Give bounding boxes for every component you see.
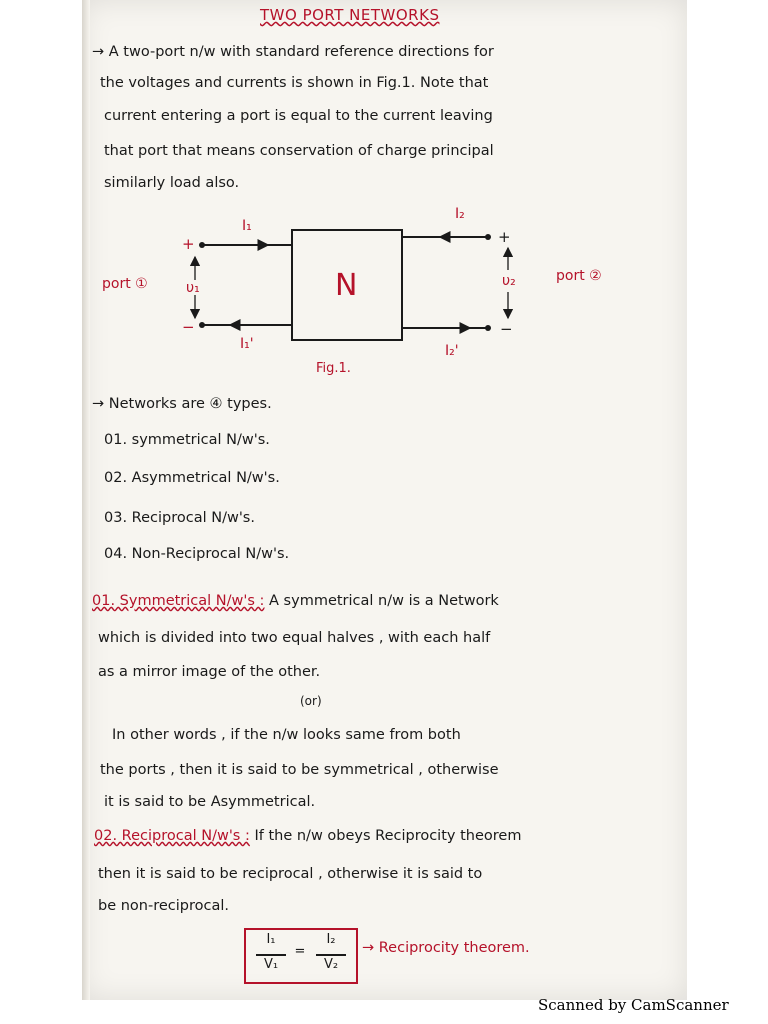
type-item-4: 04. Non-Reciprocal N/w's.: [104, 546, 290, 562]
intro-line-3: current entering a port is equal to the current leaving: [104, 108, 493, 124]
formula-den-left: V₁: [263, 957, 279, 972]
formula-note: → Reciprocity theorem.: [362, 940, 530, 956]
reciprocity-formula-box: [244, 928, 358, 984]
intro-line-5: similarly load also.: [104, 175, 240, 191]
type-item-2: 02. Asymmetrical N/w's.: [104, 470, 280, 486]
voltage-v1-label: υ₁: [186, 280, 200, 296]
voltage-v2-label: υ₂: [502, 273, 516, 289]
reciprocal-heading: 02. Reciprocal N/w's :: [94, 828, 250, 844]
intro-line-2: the voltages and currents is shown in Fig.1. Note that: [100, 75, 489, 91]
symmetrical-line-6: it is said to be Asymmetrical.: [104, 794, 316, 810]
formula-num-right: I₂: [326, 932, 336, 947]
reciprocal-line-3: be non-reciprocal.: [98, 898, 229, 914]
port2-label: port ②: [556, 268, 602, 284]
network-label: N: [335, 268, 358, 303]
reciprocal-line-2: then it is said to be reciprocal , otherwise it is said to: [98, 866, 483, 882]
intro-line-4: that port that means conservation of charge principal: [104, 143, 494, 159]
type-item-3: 03. Reciprocal N/w's.: [104, 510, 255, 526]
symmetrical-line-5: the ports , then it is said to be symmetrical , otherwise: [100, 762, 499, 778]
symmetrical-line-3: as a mirror image of the other.: [98, 664, 321, 680]
intro-line-1: → A two-port n/w with standard reference directions for: [92, 44, 494, 60]
minus-right: −: [500, 320, 513, 338]
figure-caption: Fig.1.: [316, 361, 351, 376]
symmetrical-line-1: A symmetrical n/w is a Network: [269, 593, 499, 609]
symmetrical-heading: 01. Symmetrical N/w's :: [92, 593, 265, 609]
formula-den-right: V₂: [323, 957, 339, 972]
plus-right: +: [498, 228, 511, 246]
types-heading: → Networks are ④ types.: [92, 396, 272, 412]
minus-left: −: [182, 318, 195, 336]
symmetrical-line-2: which is divided into two equal halves , with each half: [98, 630, 491, 646]
page-margin-strip: [687, 0, 768, 1024]
formula-num-left: I₁: [266, 932, 276, 947]
port1-label: port ①: [102, 276, 148, 292]
current-i2-label: I₂: [455, 206, 465, 222]
plus-left: +: [182, 235, 195, 253]
type-item-1: 01. symmetrical N/w's.: [104, 432, 270, 448]
scanner-watermark: Scanned by CamScanner: [538, 996, 729, 1014]
symmetrical-or: (or): [300, 694, 322, 708]
current-i2-prime-label: I₂': [445, 343, 459, 359]
two-port-diagram: [90, 200, 650, 390]
current-i1-prime-label: I₁': [240, 336, 254, 352]
formula-equals: =: [294, 944, 306, 959]
reciprocal-line-1: If the n/w obeys Reciprocity theorem: [254, 828, 522, 844]
page-title: TWO PORT NETWORKS: [260, 6, 440, 24]
current-i1-label: I₁: [242, 218, 252, 234]
symmetrical-line-4: In other words , if the n/w looks same from both: [112, 727, 461, 743]
